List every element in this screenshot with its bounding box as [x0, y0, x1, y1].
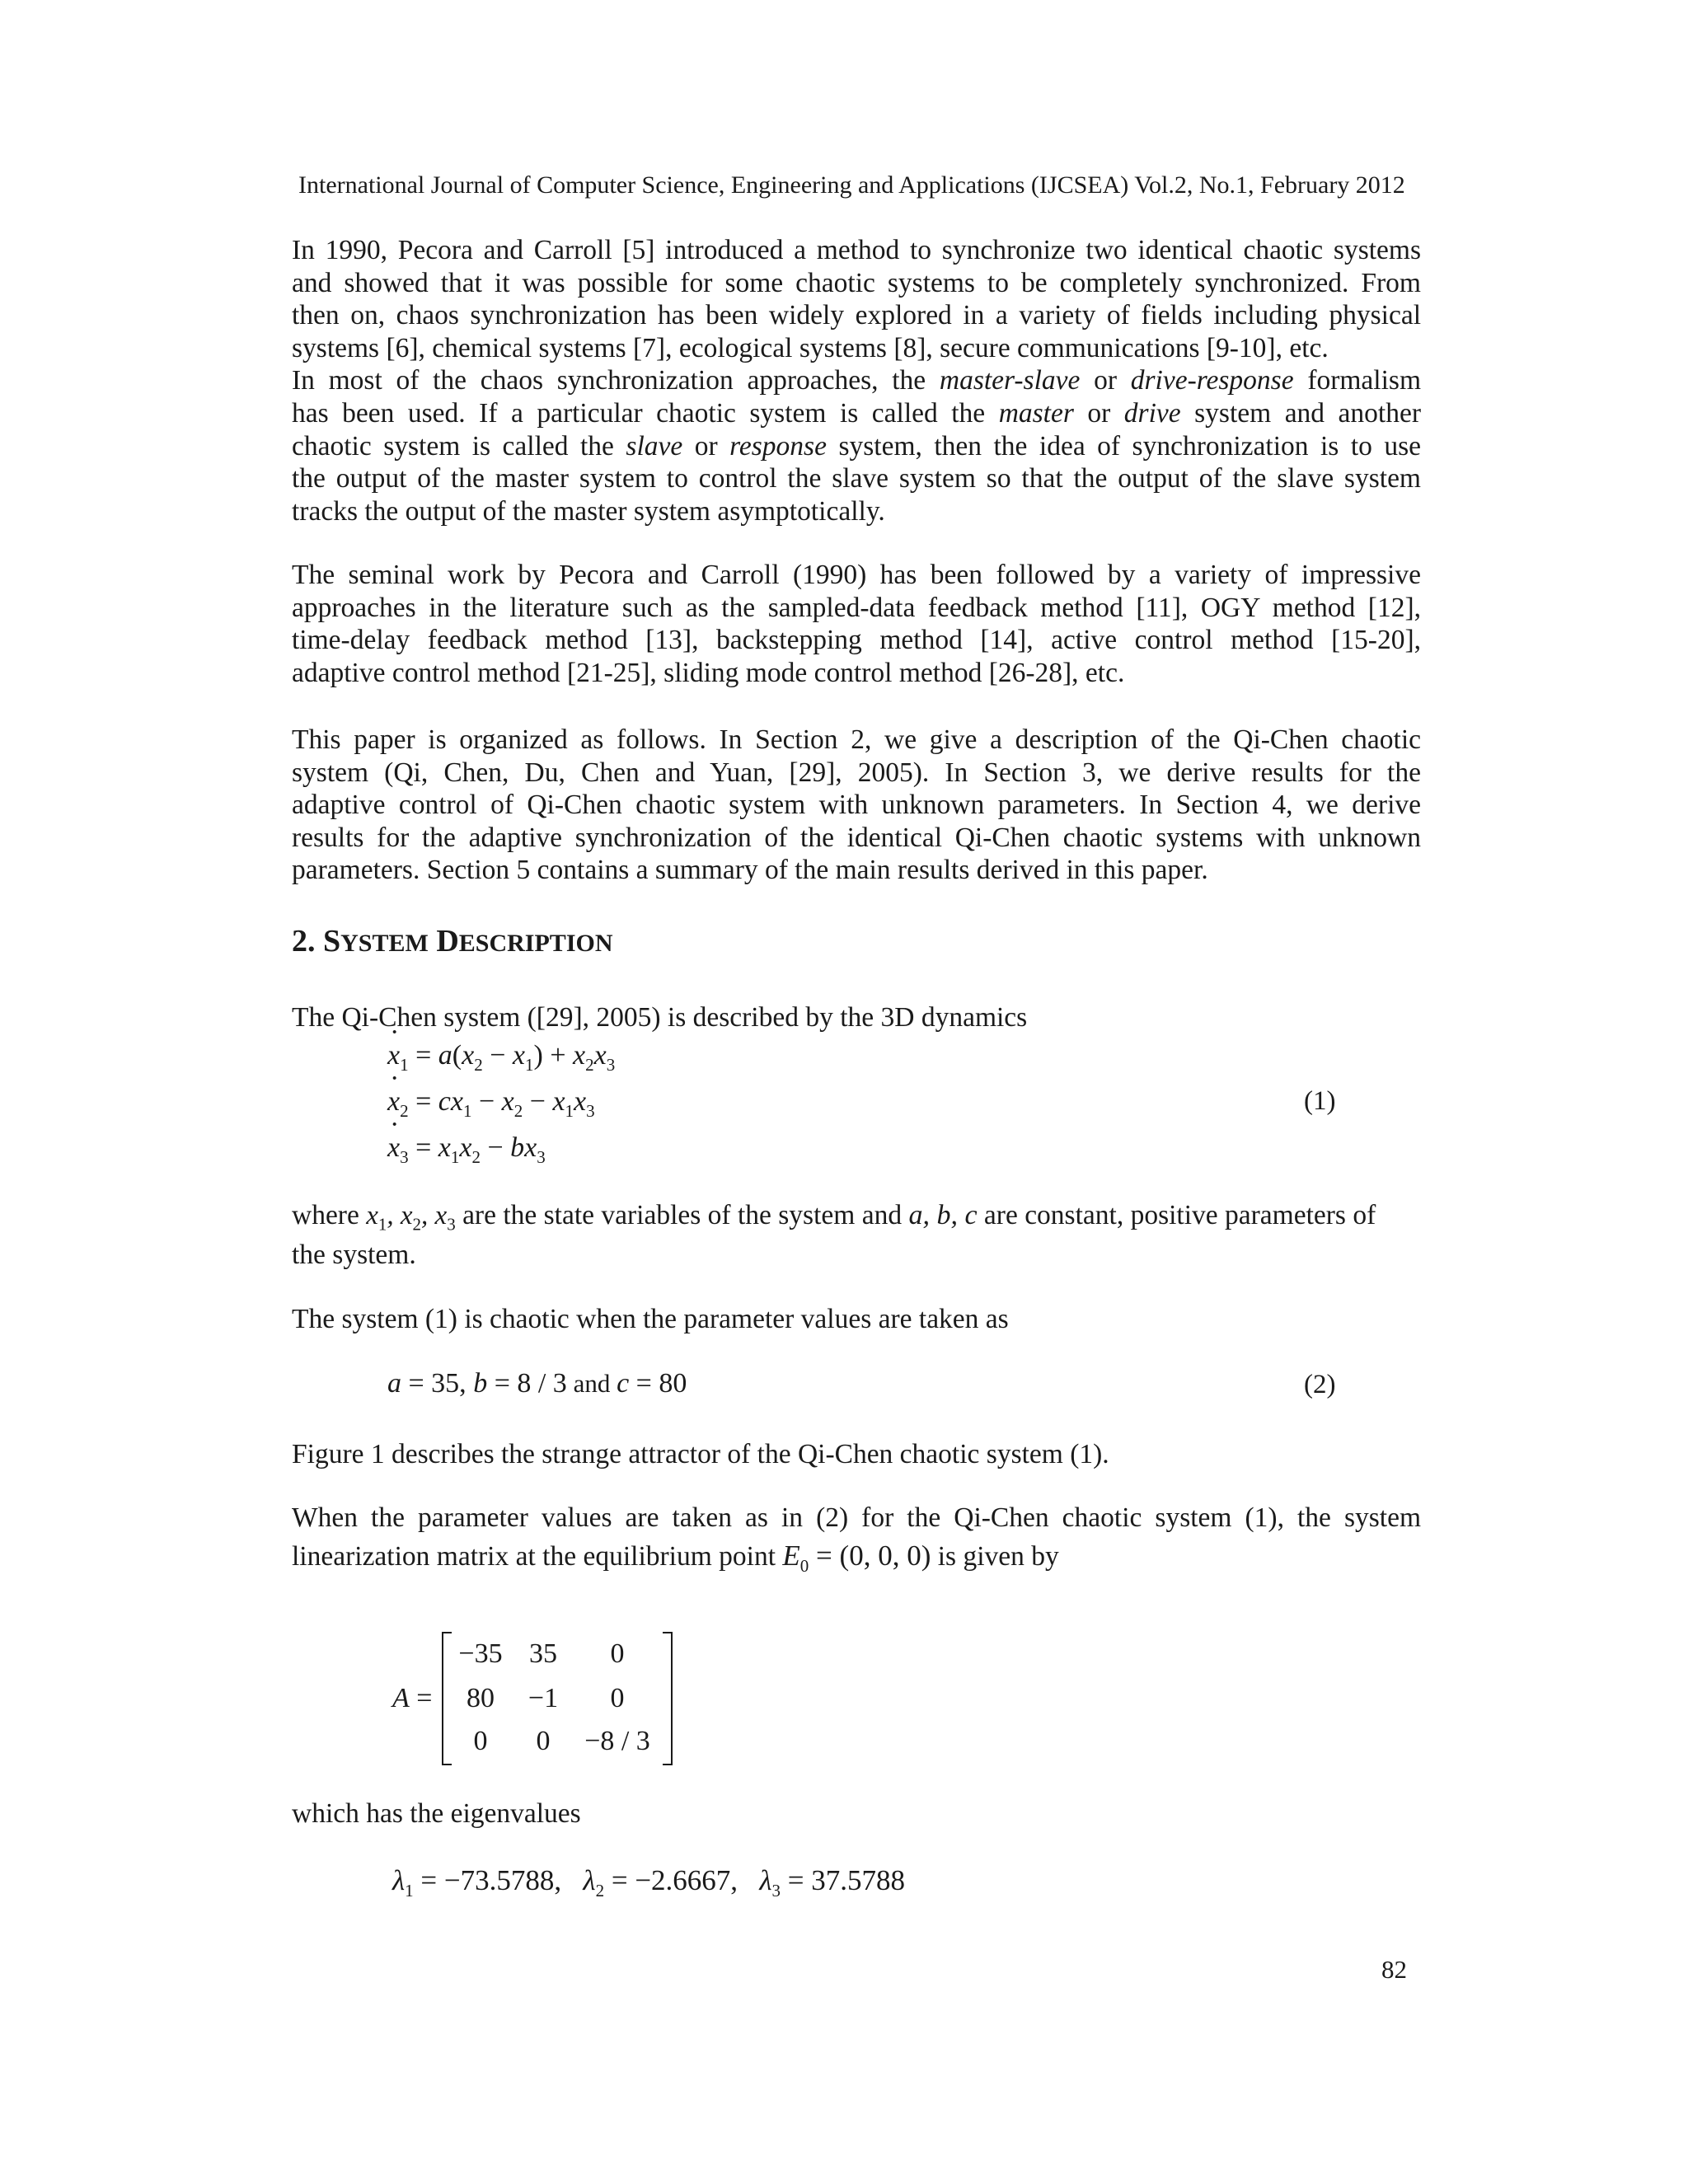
matrix-cell: 0: [610, 1683, 625, 1713]
text-line: adaptive control of Qi-Chen chaotic system with unknown parameters. In Section 4, we derive: [292, 790, 1421, 821]
running-head: International Journal of Computer Science, Engineering and Applications (IJCSEA) Vol.2, No.1, February 2012: [298, 171, 1405, 199]
text-line: then on, chaos synchronization has been widely explored in a variety of fields including physical: [292, 300, 1421, 331]
equation-x2: · $x_2 = cx_1 - x_2 - x_1x_3$: [387, 1086, 595, 1122]
text-line: tracks the output of the master system asymptotically.: [292, 495, 885, 527]
text-line: and showed that it was possible for some chaotic systems to be completely synchronized. From: [292, 267, 1421, 298]
equation-parameters: a = 35, b = 8 / 3 and c = 80: [387, 1368, 687, 1399]
page-number: 82: [1381, 1955, 1407, 1984]
text-line: approaches in the literature such as the sampled-data feedback method [11], OGY method [12],: [292, 592, 1421, 623]
matrix-right-bracket: [663, 1632, 673, 1765]
dynamics-intro: The Qi-Chen system ([29], 2005) is described by the 3D dynamics: [292, 1002, 1028, 1033]
matrix-cell: −35: [458, 1638, 503, 1669]
eigenvalues-intro: which has the eigenvalues: [292, 1798, 581, 1829]
text-line: parameters. Section 5 contains a summary of the main results derived in this paper.: [292, 855, 1208, 886]
matrix-cell: 35: [529, 1638, 557, 1669]
figure-reference-line: Figure 1 describes the strange attractor of the Qi-Chen chaotic system (1).: [292, 1439, 1109, 1469]
matrix-cell: 80: [467, 1683, 495, 1713]
text-line: In 1990, Pecora and Carroll [5] introduced a method to synchronize two identical chaotic systems: [292, 235, 1421, 265]
text-line: results for the adaptive synchronization of the identical Qi-Chen chaotic systems with unknown: [292, 822, 1421, 853]
text-line: chaotic system is called the slave or response system, then the idea of synchronization is to use: [292, 430, 1422, 462]
text-line: When the parameter values are taken as in (2) for the Qi-Chen chaotic system (1), the system: [292, 1502, 1421, 1533]
matrix-cell: 0: [536, 1726, 551, 1756]
where-line-cont: the system.: [292, 1240, 416, 1270]
matrix-cell: −1: [528, 1683, 559, 1713]
equation-x1: · $x_1 = a(x_2 - x_1) + x_2x_3$: [387, 1040, 615, 1076]
text-line: This paper is organized as follows. In Section 2, we give a description of the Qi-Chen chaotic: [292, 724, 1421, 755]
eigenvalues-equation: $\lambda_1 = -73.5788$, $\lambda_2 = -2.6667$, $\lambda_3 = 37.5788$: [392, 1864, 905, 1900]
text-line: time-delay feedback method [13], backstepping method [14], active control method [15-20],: [292, 625, 1421, 656]
text-line: system (Qi, Chen, Du, Chen and Yuan, [29], 2005). In Section 3, we derive results for the: [292, 757, 1421, 788]
paragraph-pecora-carroll: [292, 234, 1421, 527]
matrix-cell: 0: [610, 1638, 625, 1669]
matrix-lhs: A =: [392, 1683, 433, 1713]
section-heading: 2. SYSTEM DESCRIPTION: [292, 924, 613, 958]
text-line: adaptive control method [21-25], sliding mode control method [26-28], etc.: [292, 657, 1125, 688]
linearization-line-2: linearization matrix at the equilibrium point $E_0 = (0$, 0, 0) is given by: [292, 1540, 1059, 1576]
matrix-cell: 0: [473, 1726, 488, 1756]
linearization-matrix: [392, 1632, 673, 1764]
text-line: In most of the chaos synchronization approaches, the master-slave or drive-response formalism: [292, 365, 1422, 396]
equation-number-1: (1): [1304, 1086, 1336, 1116]
paragraph-organization: [292, 724, 1421, 887]
equation-x3: · $x_3 = x_1x_2 - bx_3$: [387, 1132, 546, 1168]
text-line: The seminal work by Pecora and Carroll (1990) has been followed by a variety of impressive: [292, 560, 1421, 590]
text-line: the output of the master system to control the slave system so that the output of the slave system: [292, 463, 1421, 494]
text-line: systems [6], chemical systems [7], ecological systems [8], secure communications [9-10], etc.: [292, 332, 1329, 363]
matrix-cell: −8 / 3: [584, 1726, 650, 1756]
text-line: has been used. If a particular chaotic system is called the master or drive system and another: [292, 397, 1422, 429]
paragraph-seminal-work: [292, 559, 1421, 689]
chaotic-condition-line: The system (1) is chaotic when the parameter values are taken as: [292, 1304, 1009, 1334]
paragraph-linearization: [292, 1502, 1421, 1535]
where-line: where $x_1$, $x_2$, $x_3$ are the state variables of the system and a, b, c are constant, positive parameters of: [292, 1200, 1376, 1235]
equation-number-2: (2): [1304, 1370, 1336, 1399]
